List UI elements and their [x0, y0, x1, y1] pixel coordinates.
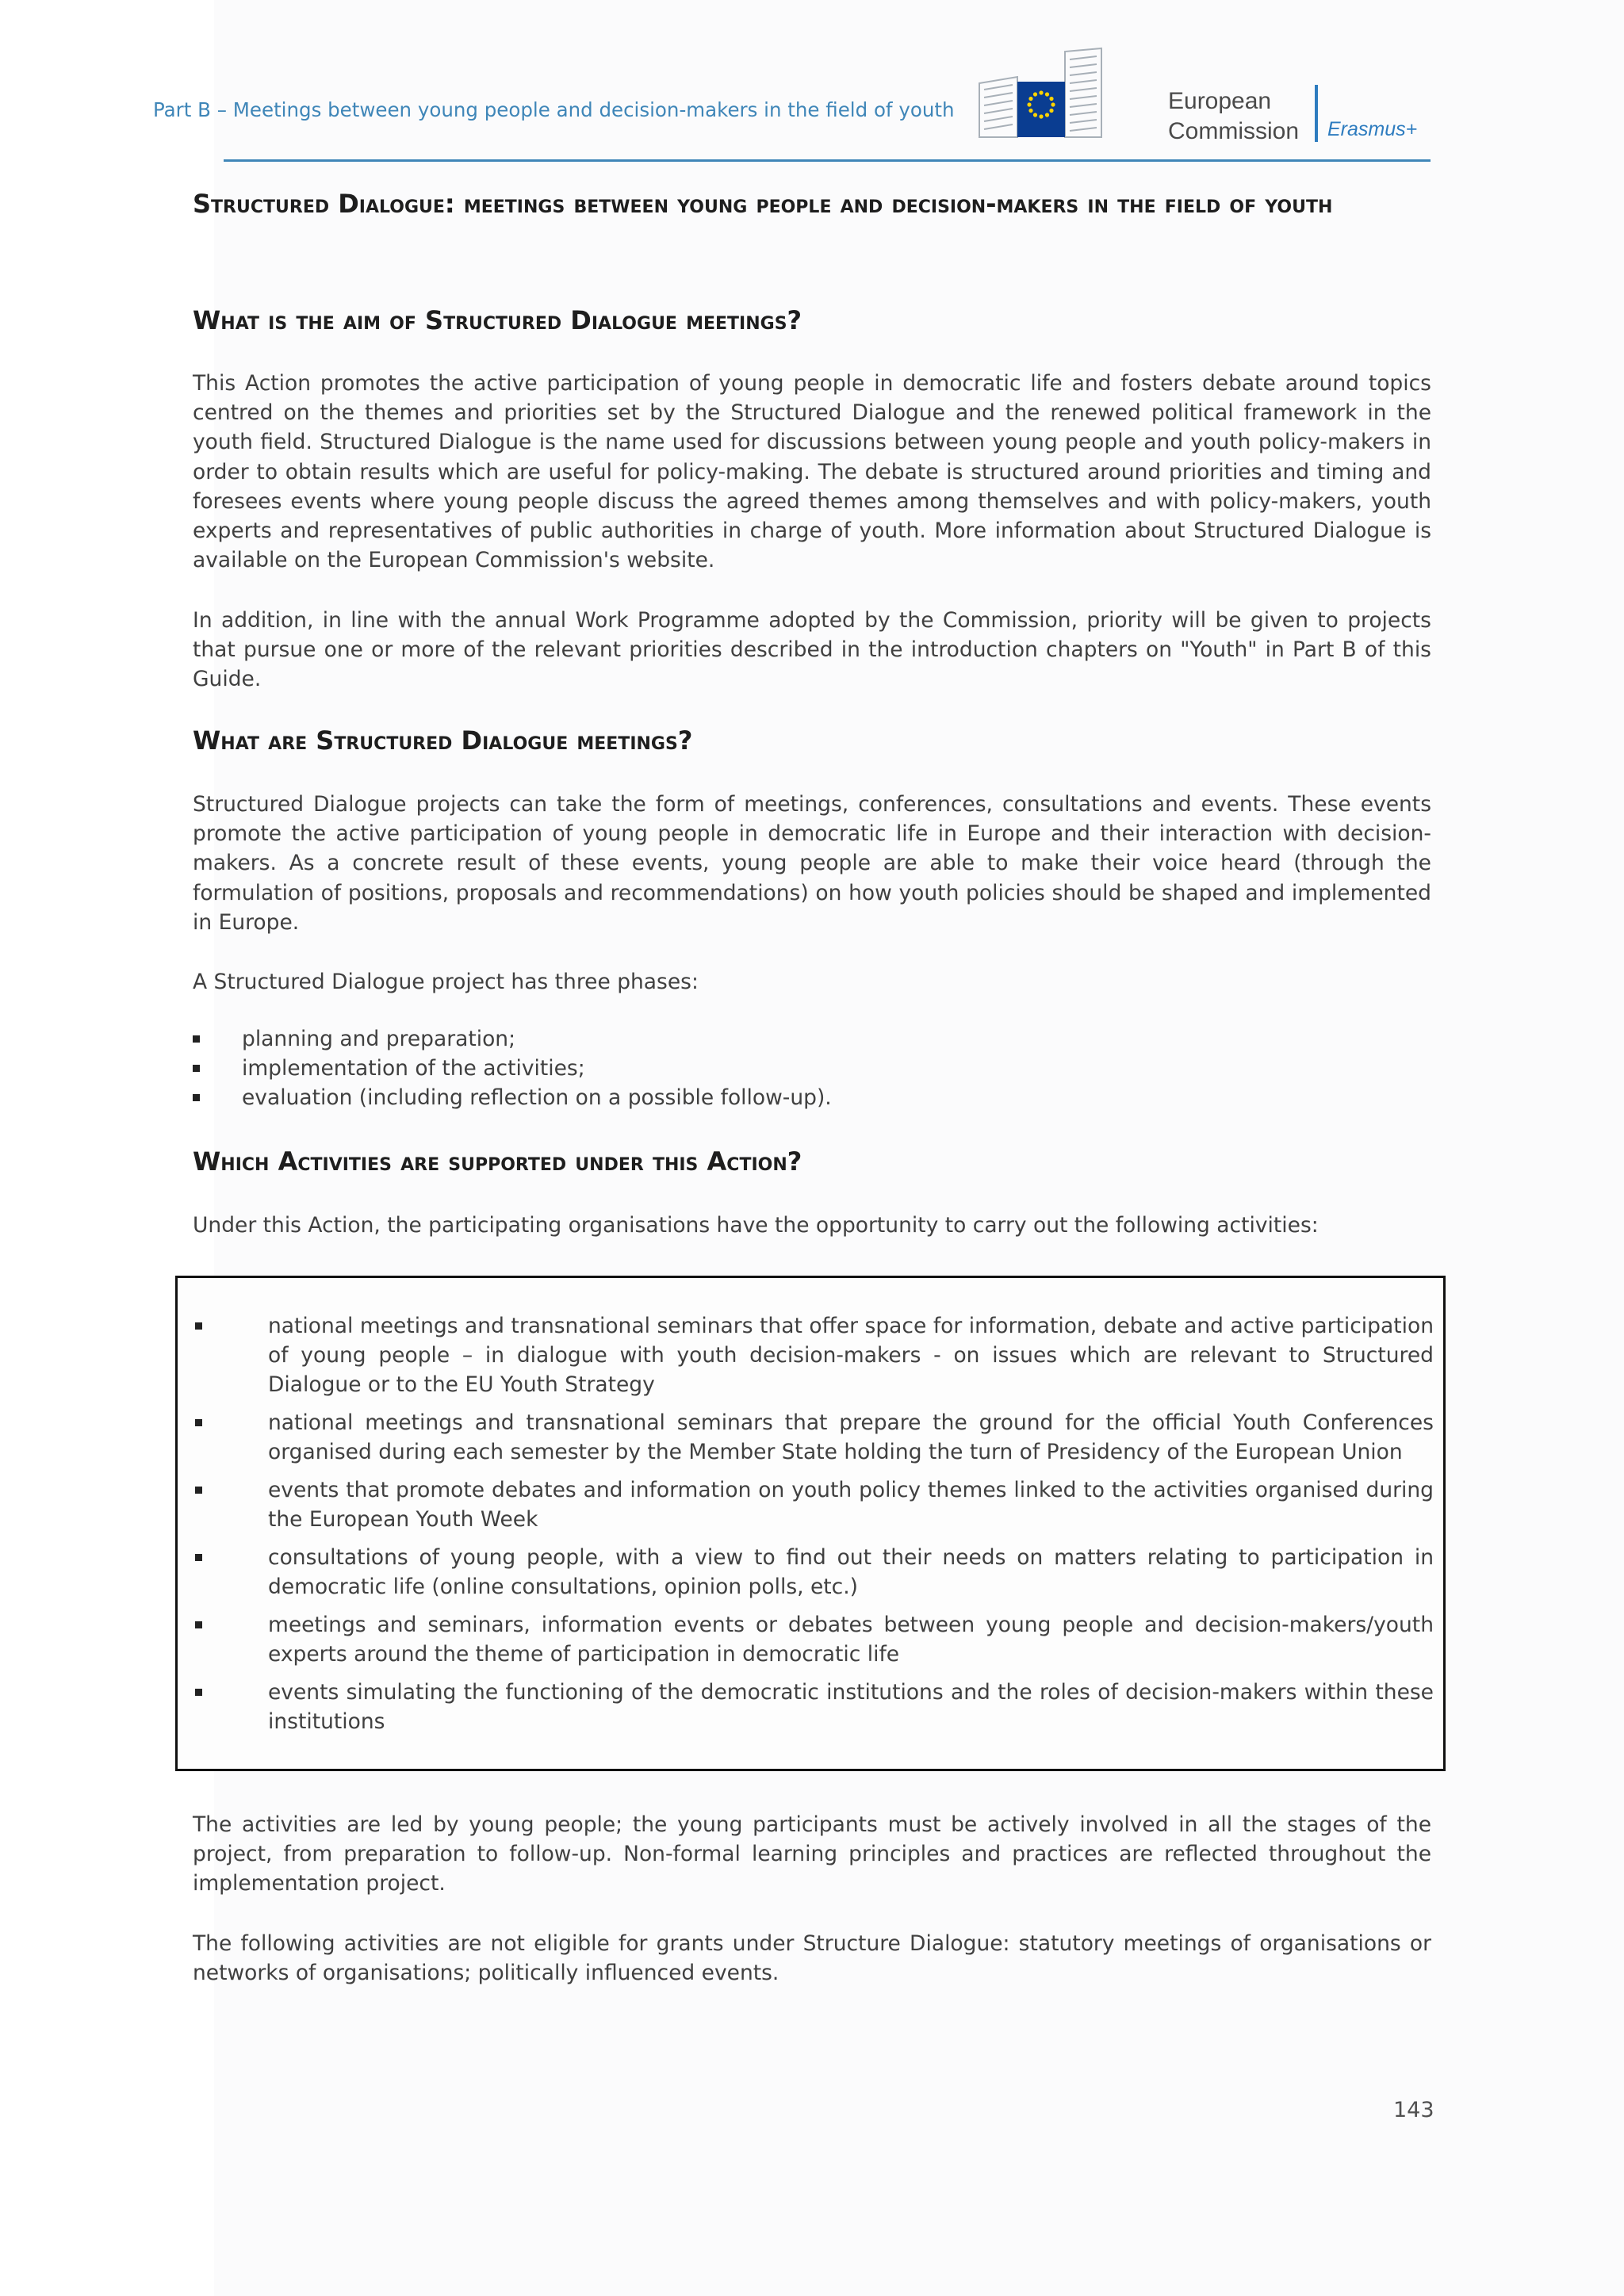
activity-text: events that promote debates and information on youth policy themes linked to the activities organised during the European Youth Week	[268, 1478, 1434, 1533]
list-item	[195, 1678, 1434, 1736]
list-item	[195, 1408, 1434, 1467]
list-item	[195, 1475, 1434, 1534]
activity-text: national meetings and transnational seminars that prepare the ground for the official Youth Conferences organised during each semester by the Member State holding the turn of Presidency of the European Union	[268, 1410, 1434, 1465]
activities-list	[195, 1311, 1434, 1745]
section-heading-meetings: What are Structured Dialogue meetings?	[193, 725, 693, 756]
list-item	[193, 1024, 1431, 1054]
list-item	[193, 1083, 1431, 1112]
aim-paragraph-1: This Action promotes the active participation of young people in democratic life and fosters debate around topics centred on the themes and priorities set by the Structured Dialogue and the renewed political framework in the youth field. Structured Dialogue is the name used for discussions between young people and youth policy-makers in order to obtain results which are useful for policy-making. The debate is structured around priorities and timing and foresees events where young people discuss the agreed themes among themselves and with policy-makers, youth experts and representatives of public authorities in charge of youth. More information about Structured Dialogue is available on the European Commission's website.	[193, 371, 1431, 573]
erasmus-plus-label: Erasmus+	[1327, 118, 1418, 140]
logo-text	[1168, 86, 1299, 146]
activity-text: national meetings and transnational seminars that offer space for information, debate and active participation of young people – in dialogue with youth decision-makers - on issues which are relevant to Structured Dialogue or to the EU Youth Strategy	[268, 1314, 1434, 1398]
phase-text: implementation of the activities;	[242, 1056, 585, 1081]
list-item	[195, 1610, 1434, 1669]
list-item	[195, 1543, 1434, 1601]
bullet-icon	[195, 1322, 202, 1330]
phases-list	[193, 1024, 1431, 1113]
bullet-icon	[195, 1621, 202, 1628]
section-heading-aim: What is the aim of Structured Dialogue meetings?	[193, 305, 802, 335]
logo-line-european: European	[1168, 88, 1272, 114]
logo-divider	[1315, 85, 1318, 142]
closing-paragraph-1: The activities are led by young people; the young participants must be actively involved in all the stages of the project, from preparation to follow-up. Non-formal learning principles and practices are reflected throughout the implementation project.	[193, 1812, 1431, 1896]
bullet-icon	[195, 1689, 202, 1696]
aim-paragraph-2: In addition, in line with the annual Work Programme adopted by the Commission, priority will be given to projects that pursue one or more of the relevant priorities described in the introduction chapters on "Youth" in Part B of this Guide.	[193, 608, 1431, 692]
logo-line-commission: Commission	[1168, 117, 1300, 144]
activities-box	[175, 1276, 1446, 1771]
page-title: Structured Dialogue: meetings between young people and decision-makers in the field of youth	[193, 189, 1333, 219]
running-header: Part B – Meetings between young people and decision-makers in the field of youth	[153, 98, 955, 121]
phase-text: evaluation (including reflection on a possible follow-up).	[242, 1085, 832, 1111]
bullet-icon	[193, 1065, 200, 1072]
bullet-icon	[195, 1487, 202, 1494]
phases-intro: A Structured Dialogue project has three phases:	[193, 970, 699, 994]
bullet-icon	[195, 1419, 202, 1426]
section-heading-activities: Which Activities are supported under this Action?	[193, 1146, 802, 1177]
meetings-paragraph-1: Structured Dialogue projects can take the form of meetings, conferences, consultations and events. These events promote the active participation of young people in democratic life in Europe and their interaction with decision-makers. As a concrete result of these events, young people are able to make their voice heard (through the formulation of positions, proposals and recommendations) on how youth policies should be shaped and implemented in Europe.	[193, 792, 1431, 935]
activity-text: meetings and seminars, information events or debates between young people and decision-makers/youth experts around the theme of participation in democratic life	[268, 1613, 1434, 1667]
bullet-icon	[193, 1094, 200, 1101]
closing-paragraph-2: The following activities are not eligible for grants under Structure Dialogue: statutory meetings of organisations or networks of organisations; politically influenced events.	[193, 1931, 1431, 1986]
eu-flag	[1017, 82, 1065, 137]
european-commission-logo	[978, 44, 1438, 145]
list-item	[195, 1311, 1434, 1400]
activity-text: events simulating the functioning of the democratic institutions and the roles of decision-makers within these institutions	[268, 1680, 1434, 1735]
page-number: 143	[1393, 2098, 1434, 2122]
activities-intro: Under this Action, the participating organisations have the opportunity to carry out the following activities:	[193, 1213, 1319, 1238]
header-divider	[224, 159, 1431, 162]
bullet-icon	[195, 1554, 202, 1561]
list-item	[193, 1054, 1431, 1083]
bullet-icon	[193, 1035, 200, 1043]
berlaymont-building-icon	[978, 44, 1105, 145]
activity-text: consultations of young people, with a view to find out their needs on matters relating to participation in democratic life (online consultations, opinion polls, etc.)	[268, 1545, 1434, 1600]
phase-text: planning and preparation;	[242, 1027, 516, 1051]
